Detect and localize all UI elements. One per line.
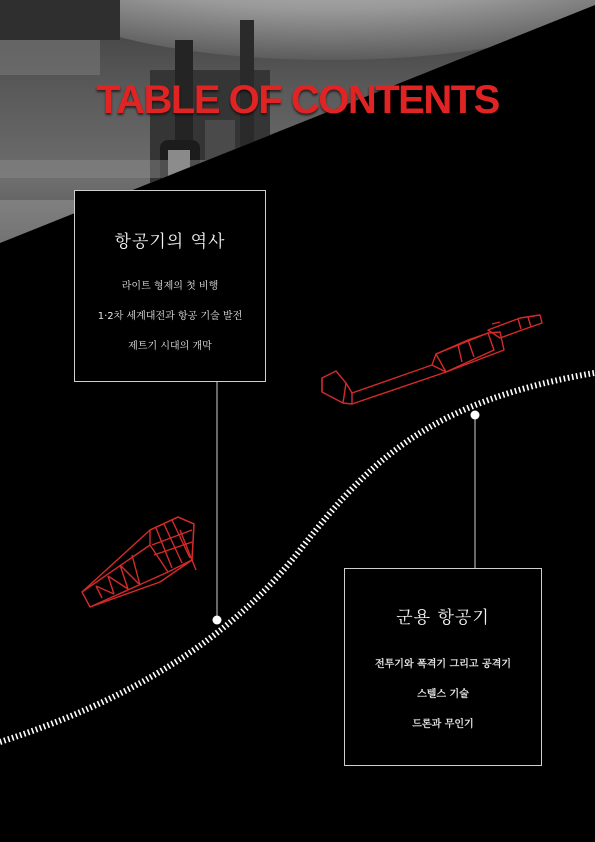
- toc-section-military[interactable]: [344, 568, 542, 766]
- toc-item[interactable]: 전투기와 폭격기 그리고 공격기: [374, 659, 512, 670]
- toc-item[interactable]: 제트기 시대의 개막: [128, 341, 212, 352]
- section-heading: 항공기의 역사: [114, 232, 226, 252]
- toc-item[interactable]: 드론과 무인기: [412, 719, 474, 730]
- toc-section-history[interactable]: [74, 190, 266, 382]
- page-title: TABLE OF CONTENTS: [96, 78, 499, 122]
- section-item-list: [345, 660, 541, 730]
- section-heading: 군용 항공기: [396, 608, 490, 628]
- toc-item[interactable]: 라이트 형제의 첫 비행: [121, 281, 219, 292]
- toc-item[interactable]: 1·2차 세계대전과 항공 기술 발전: [97, 311, 243, 322]
- toc-item[interactable]: 스텔스 기술: [417, 689, 469, 700]
- section-item-list: [75, 282, 265, 352]
